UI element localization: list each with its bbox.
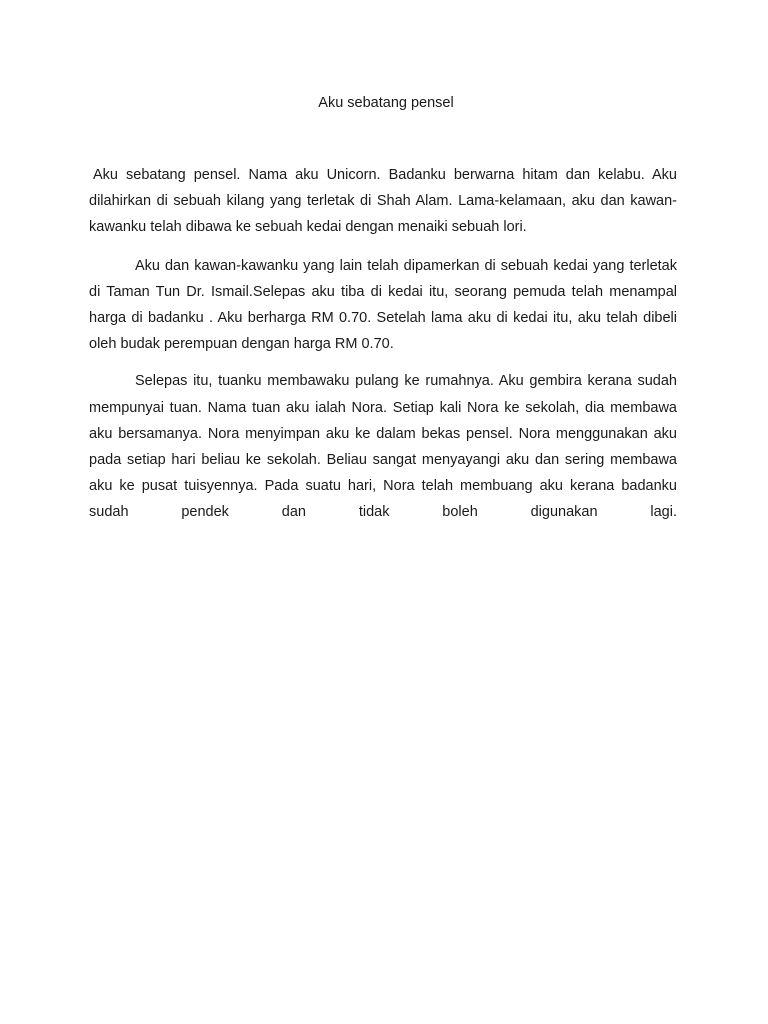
document-body xyxy=(89,162,677,526)
paragraph-1: Aku sebatang pensel. Nama aku Unicorn. Badanku berwarna hitam dan kelabu. Aku dilahirkan di sebuah kilang yang terletak di Shah Alam. Lama-kelamaan, aku dan kawan-kawanku telah dibawa ke sebuah kedai dengan menaiki sebuah lori. xyxy=(89,167,677,236)
paragraph-3: Selepas itu, tuanku membawaku pulang ke rumahnya. Aku gembira kerana sudah mempunyai tuan. Nama tuan aku ialah Nora. Setiap kali Nora ke sekolah, dia membawa aku bersamanya. Nora menyimpan aku ke dalam bekas pensel. Nora menggunakan aku pada setiap hari beliau ke sekolah. Beliau sangat menyayangi aku dan sering membawa aku ke pusat tuisyennya. Pada suatu hari, Nora telah membuang aku kerana badanku sudah pendek dan tidak boleh digunakan lagi. xyxy=(89,373,677,521)
paragraph-2: Aku dan kawan-kawanku yang lain telah dipamerkan di sebuah kedai yang terletak di Taman Tun Dr. Ismail.Selepas aku tiba di kedai itu, seorang pemuda telah menampal harga di badanku . Aku berharga RM 0.70. Setelah lama aku di kedai itu, aku telah dibeli oleh budak perempuan dengan harga RM 0.70. xyxy=(89,257,677,353)
document-title: Aku sebatang pensel xyxy=(318,95,454,111)
